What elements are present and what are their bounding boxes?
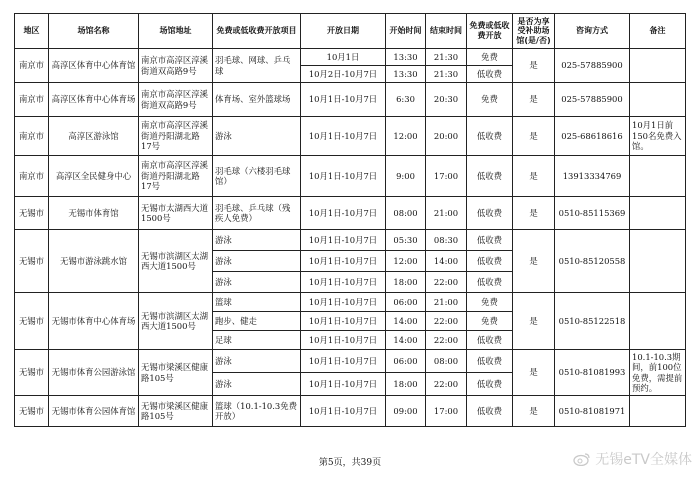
header-cell: 场馆名称 [49, 14, 139, 49]
table-row [15, 197, 686, 230]
date-cell: 10月2日-10月7日 [301, 66, 386, 83]
subsidy-cell: 是 [513, 293, 555, 350]
fee-cell: 低收费 [467, 156, 513, 197]
date-cell: 10月1日-10月7日 [301, 293, 386, 312]
table-row [15, 293, 686, 312]
contact-cell: 13913334769 [555, 156, 630, 197]
header-cell: 免费或低收费开放项目 [213, 14, 301, 49]
project-cell: 游泳 [213, 350, 301, 373]
project-cell: 篮球（10.1-10.3免费开放） [213, 396, 301, 427]
date-cell: 10月1日-10月7日 [301, 197, 386, 230]
date-cell: 10月1日-10月7日 [301, 230, 386, 251]
note-cell [630, 83, 686, 117]
note-cell [630, 49, 686, 83]
fee-cell: 低收费 [467, 230, 513, 251]
subsidy-cell: 是 [513, 83, 555, 117]
project-cell: 游泳 [213, 373, 301, 396]
fee-cell: 免费 [467, 83, 513, 117]
address-cell: 南京市高淳区淳溪街道丹阳湖北路17号 [139, 156, 213, 197]
address-cell: 无锡市梁溪区健康路105号 [139, 396, 213, 427]
venue-cell: 无锡市体育馆 [49, 197, 139, 230]
start-time-cell: 14:00 [386, 331, 426, 350]
start-time-cell: 08:00 [386, 197, 426, 230]
note-cell [630, 230, 686, 293]
start-time-cell: 06:00 [386, 293, 426, 312]
project-cell: 足球 [213, 331, 301, 350]
end-time-cell: 21:30 [426, 49, 467, 66]
end-time-cell: 21:00 [426, 197, 467, 230]
header-cell: 结束时间 [426, 14, 467, 49]
end-time-cell: 22:00 [426, 373, 467, 396]
project-cell: 体育场、室外篮球场 [213, 83, 301, 117]
region-cell: 南京市 [15, 49, 49, 83]
project-cell: 游泳 [213, 251, 301, 272]
contact-cell: 025-57885900 [555, 83, 630, 117]
venue-cell: 无锡市体育公园体育馆 [49, 396, 139, 427]
address-cell: 无锡市滨湖区太湖西大道1500号 [139, 293, 213, 350]
address-cell: 南京市高淳区淳溪街道丹阳湖北路17号 [139, 117, 213, 156]
start-time-cell: 13:30 [386, 66, 426, 83]
start-time-cell: 6:30 [386, 83, 426, 117]
project-cell: 游泳 [213, 230, 301, 251]
end-time-cell: 20:00 [426, 117, 467, 156]
header-row [15, 14, 686, 49]
region-cell: 无锡市 [15, 293, 49, 350]
header-cell: 开始时间 [386, 14, 426, 49]
date-cell: 10月1日-10月7日 [301, 272, 386, 293]
note-cell [630, 156, 686, 197]
date-cell: 10月1日-10月7日 [301, 331, 386, 350]
subsidy-cell: 是 [513, 197, 555, 230]
table-row [15, 49, 686, 66]
fee-cell: 低收费 [467, 117, 513, 156]
table-row [15, 117, 686, 156]
venue-cell: 高淳区体育中心体育场 [49, 83, 139, 117]
date-cell: 10月1日-10月7日 [301, 312, 386, 331]
page-footer: 第5页，共39页 [318, 458, 382, 468]
date-cell: 10月1日-10月7日 [301, 83, 386, 117]
end-time-cell: 17:00 [426, 156, 467, 197]
table-row [15, 156, 686, 197]
table-row [15, 230, 686, 251]
table-row [15, 396, 686, 427]
fee-cell: 低收费 [467, 373, 513, 396]
header-cell: 是否为享受补助场馆(是/否) [513, 14, 555, 49]
venue-cell: 高淳区体育中心体育馆 [49, 49, 139, 83]
fee-cell: 免费 [467, 49, 513, 66]
date-cell: 10月1日-10月7日 [301, 156, 386, 197]
project-cell: 羽毛球、网球、乒乓球 [213, 49, 301, 83]
subsidy-cell: 是 [513, 230, 555, 293]
weibo-icon [573, 452, 591, 466]
header-cell: 场馆地址 [139, 14, 213, 49]
start-time-cell: 09:00 [386, 396, 426, 427]
start-time-cell: 18:00 [386, 373, 426, 396]
venue-cell: 无锡市体育中心体育场 [49, 293, 139, 350]
date-cell: 10月1日-10月7日 [301, 350, 386, 373]
header-cell: 咨询方式 [555, 14, 630, 49]
date-cell: 10月1日-10月7日 [301, 251, 386, 272]
fee-cell: 低收费 [467, 251, 513, 272]
region-cell: 无锡市 [15, 197, 49, 230]
project-cell: 羽毛球、乒乓球（残疾人免费） [213, 197, 301, 230]
end-time-cell: 08:00 [426, 350, 467, 373]
start-time-cell: 9:00 [386, 156, 426, 197]
address-cell: 无锡市梁溪区健康路105号 [139, 350, 213, 396]
end-time-cell: 17:00 [426, 396, 467, 427]
region-cell: 无锡市 [15, 396, 49, 427]
end-time-cell: 08:30 [426, 230, 467, 251]
address-cell: 南京市高淳区淳溪街道双高路9号 [139, 49, 213, 83]
note-cell [630, 396, 686, 427]
fee-cell: 免费 [467, 293, 513, 312]
contact-cell: 0510-81081993 [555, 350, 630, 396]
note-cell: 10.1-10.3期间，前100位免费，需提前预约。 [630, 350, 686, 396]
end-time-cell: 22:00 [426, 331, 467, 350]
date-cell: 10月1日 [301, 49, 386, 66]
date-cell: 10月1日-10月7日 [301, 373, 386, 396]
note-cell: 10月1日前150名免费入馆。 [630, 117, 686, 156]
region-cell: 南京市 [15, 117, 49, 156]
watermark [573, 449, 692, 469]
subsidy-cell: 是 [513, 49, 555, 83]
fee-cell: 低收费 [467, 66, 513, 83]
fee-cell: 低收费 [467, 331, 513, 350]
region-cell: 无锡市 [15, 350, 49, 396]
project-cell: 羽毛球（六楼羽毛球馆） [213, 156, 301, 197]
end-time-cell: 20:30 [426, 83, 467, 117]
address-cell: 南京市高淳区淳溪街道双高路9号 [139, 83, 213, 117]
header-cell: 免费或低收费开放 [467, 14, 513, 49]
contact-cell: 025-57885900 [555, 49, 630, 83]
end-time-cell: 22:00 [426, 312, 467, 331]
project-cell: 篮球 [213, 293, 301, 312]
project-cell: 游泳 [213, 117, 301, 156]
fee-cell: 低收费 [467, 350, 513, 373]
venue-cell: 无锡市体育公园游泳馆 [49, 350, 139, 396]
start-time-cell: 14:00 [386, 312, 426, 331]
start-time-cell: 13:30 [386, 49, 426, 66]
contact-cell: 025-68618616 [555, 117, 630, 156]
start-time-cell: 18:00 [386, 272, 426, 293]
watermark-text: 无锡eTV全媒体 [595, 452, 692, 468]
table-row [15, 350, 686, 373]
subsidy-cell: 是 [513, 156, 555, 197]
header-cell: 备注 [630, 14, 686, 49]
end-time-cell: 22:00 [426, 272, 467, 293]
fee-cell: 低收费 [467, 396, 513, 427]
note-cell [630, 197, 686, 230]
venue-cell: 高淳区游泳馆 [49, 117, 139, 156]
address-cell: 无锡市滨湖区太湖西大道1500号 [139, 230, 213, 293]
start-time-cell: 05:30 [386, 230, 426, 251]
contact-cell: 0510-85122518 [555, 293, 630, 350]
region-cell: 南京市 [15, 156, 49, 197]
address-cell: 无锡市太湖西大道1500号 [139, 197, 213, 230]
end-time-cell: 21:30 [426, 66, 467, 83]
region-cell: 南京市 [15, 83, 49, 117]
contact-cell: 0510-85120558 [555, 230, 630, 293]
subsidy-cell: 是 [513, 117, 555, 156]
contact-cell: 0510-81081971 [555, 396, 630, 427]
fee-cell: 低收费 [467, 197, 513, 230]
project-cell: 游泳 [213, 272, 301, 293]
header-cell: 地区 [15, 14, 49, 49]
header-cell: 开放日期 [301, 14, 386, 49]
region-cell: 无锡市 [15, 230, 49, 293]
date-cell: 10月1日-10月7日 [301, 117, 386, 156]
subsidy-cell: 是 [513, 396, 555, 427]
note-cell [630, 293, 686, 350]
end-time-cell: 21:00 [426, 293, 467, 312]
end-time-cell: 14:00 [426, 251, 467, 272]
start-time-cell: 12:00 [386, 117, 426, 156]
table-row [15, 83, 686, 117]
venue-cell: 高淳区全民健身中心 [49, 156, 139, 197]
fee-cell: 免费 [467, 312, 513, 331]
contact-cell: 0510-85115369 [555, 197, 630, 230]
fee-cell: 低收费 [467, 272, 513, 293]
date-cell: 10月1日-10月7日 [301, 396, 386, 427]
start-time-cell: 06:00 [386, 350, 426, 373]
project-cell: 跑步、健走 [213, 312, 301, 331]
subsidy-cell: 是 [513, 350, 555, 396]
venue-table [14, 13, 686, 427]
venue-cell: 无锡市游泳跳水馆 [49, 230, 139, 293]
start-time-cell: 12:00 [386, 251, 426, 272]
